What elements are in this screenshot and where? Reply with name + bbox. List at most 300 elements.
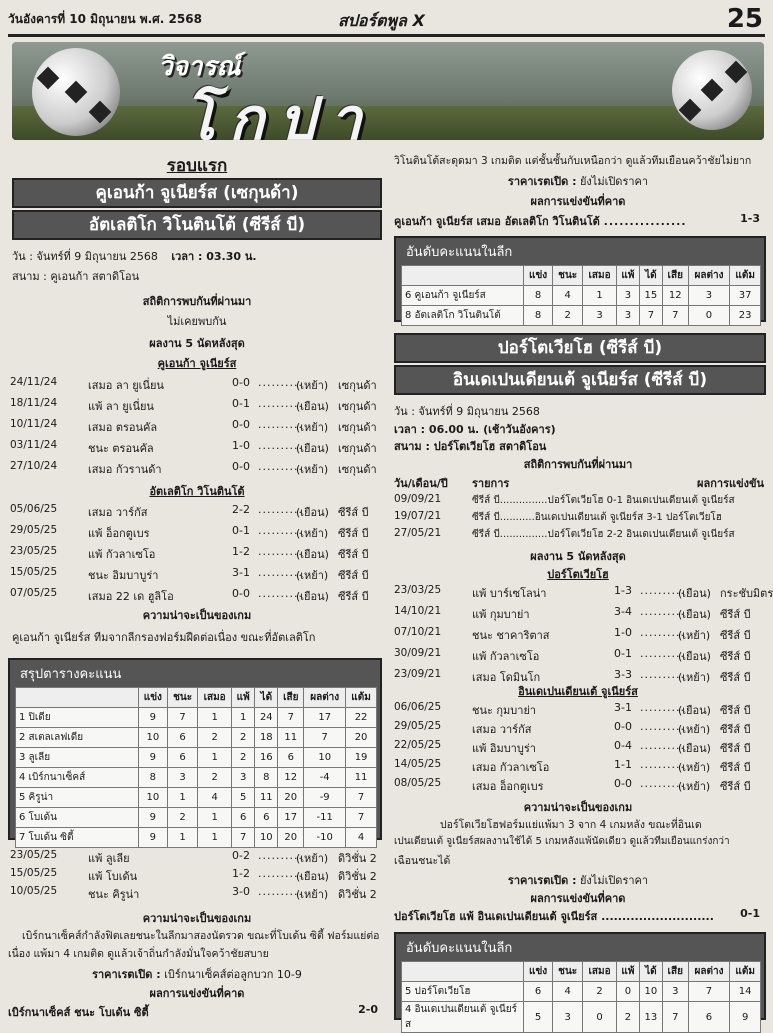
table-cell: 23 bbox=[730, 306, 761, 326]
table-cell: 7 bbox=[346, 788, 377, 808]
match3-analysis-title: ความน่าจะเป็นของเกม bbox=[523, 801, 633, 814]
result-opponent: ชนะ ชาคาริตาส bbox=[472, 629, 550, 642]
match1-prediction bbox=[394, 212, 764, 230]
match3-last5-title: ผลงาน 5 นัดหลังสุด bbox=[530, 550, 626, 563]
result-dots: .......... bbox=[640, 626, 685, 639]
result-venue: (เหย้า) bbox=[678, 780, 711, 793]
result-opponent: เสมอ วาร์กัส bbox=[472, 723, 532, 736]
result-date: 23/03/25 bbox=[394, 584, 442, 596]
result-venue: (เยือน) bbox=[678, 742, 711, 755]
header-team bbox=[402, 962, 524, 982]
table-cell: 12 bbox=[662, 286, 688, 306]
table-cell: 10 bbox=[640, 982, 663, 1002]
result-venue: (เหย้า) bbox=[296, 852, 329, 865]
result-dots: .......... bbox=[258, 460, 303, 473]
result-venue: (เยือน) bbox=[678, 587, 711, 600]
banner-title: โกปา bbox=[184, 85, 376, 140]
table-cell: 6 bbox=[688, 1002, 730, 1033]
result-competition: ซีรีส์ บี bbox=[338, 527, 369, 540]
result-competition: เซกุนด้า bbox=[338, 442, 377, 455]
table-header-cell: เสมอ bbox=[583, 962, 617, 982]
result-dots: .......... bbox=[258, 566, 303, 579]
table-header-cell: เสมอ bbox=[583, 266, 617, 286]
table-cell: 9 bbox=[730, 1002, 761, 1033]
result-opponent: เสมอ กัวลาเซโอ bbox=[472, 761, 550, 774]
table-cell: -11 bbox=[304, 808, 346, 828]
table-header-cell: แต้ม bbox=[730, 962, 761, 982]
table-header-cell: ได้ bbox=[255, 688, 278, 708]
table-cell: 5 bbox=[524, 1002, 553, 1033]
table-cell: -4 bbox=[304, 768, 346, 788]
result-dots: .......... bbox=[258, 545, 303, 558]
table-cell: 37 bbox=[730, 286, 761, 306]
result-competition: ซีรีส์ บี bbox=[720, 671, 751, 684]
result-dots: .......... bbox=[640, 605, 685, 618]
match1-date bbox=[12, 247, 257, 265]
table-cell: 6 bbox=[167, 748, 197, 768]
table-cell: 6 bbox=[255, 808, 278, 828]
result-date: 08/05/25 bbox=[394, 777, 442, 789]
match2-prediction-title: ผลการแข่งขันที่คาด bbox=[149, 987, 245, 1000]
table-header-row bbox=[16, 688, 377, 708]
result-date: 07/10/21 bbox=[394, 626, 442, 638]
result-competition: ซีรีส์ บี bbox=[338, 506, 369, 519]
match1-prediction-score: 1-3 bbox=[740, 212, 760, 225]
table-cell: 10 bbox=[255, 828, 278, 848]
table-row bbox=[402, 982, 761, 1002]
table-cell: 1 bbox=[198, 748, 232, 768]
table-header-cell: ชนะ bbox=[553, 962, 583, 982]
match1-prediction-text: คูเอนก้า จูเนียร์ส เสมอ อัตเลติโก วิโนตินโต้ bbox=[394, 215, 600, 228]
result-opponent: แพ้ อ็อกตูเบร bbox=[88, 527, 150, 540]
result-venue: (เหย้า) bbox=[296, 421, 329, 434]
result-score: 0-1 bbox=[232, 524, 250, 537]
result-competition: ซีรีส์ บี bbox=[720, 780, 751, 793]
result-venue: (เหย้า) bbox=[678, 723, 711, 736]
result-score: 0-0 bbox=[232, 376, 250, 389]
soccer-ball-left-icon bbox=[32, 48, 120, 136]
table-cell: 3 bbox=[232, 768, 255, 788]
result-competition: ซีรีส์ บี bbox=[338, 569, 369, 582]
table-cell: 4 bbox=[553, 286, 583, 306]
result-venue: (เหย้า) bbox=[296, 527, 329, 540]
table-cell: 13 bbox=[640, 1002, 663, 1033]
result-dots: .......... bbox=[258, 418, 303, 431]
table-cell: 15 bbox=[640, 286, 663, 306]
result-date: 03/11/24 bbox=[10, 439, 58, 451]
table-cell: 6 bbox=[278, 748, 304, 768]
match3-league-table-grid bbox=[401, 961, 761, 1033]
table-header-cell: เสีย bbox=[662, 266, 688, 286]
result-competition: เซกุนด้า bbox=[338, 400, 377, 413]
match3-teamA-name: ปอร์โตเวียโฮ bbox=[547, 568, 609, 581]
h2h-date: 19/07/21 bbox=[394, 510, 442, 522]
table-header-cell: แต้ม bbox=[730, 266, 761, 286]
table-cell: 3 bbox=[616, 306, 639, 326]
table-header-cell: แพ้ bbox=[232, 688, 255, 708]
table-cell: 7 bbox=[640, 306, 663, 326]
table-cell: 10 bbox=[138, 728, 167, 748]
result-competition: เซกุนด้า bbox=[338, 421, 377, 434]
result-opponent: แพ้ โบเด้น bbox=[88, 870, 138, 883]
result-score: 0-2 bbox=[232, 849, 250, 862]
result-score: 3-3 bbox=[614, 668, 632, 681]
result-competition: ซีรีส์ บี bbox=[720, 629, 751, 642]
table-cell: 6 bbox=[232, 808, 255, 828]
table-header-cell: เสมอ bbox=[198, 688, 232, 708]
match3-league-table bbox=[394, 932, 766, 1030]
table-team-name: 5 ปอร์โตเวียโฮ bbox=[402, 982, 524, 1002]
result-score: 3-4 bbox=[614, 605, 632, 618]
table-header-cell: แข่ง bbox=[138, 688, 167, 708]
page-number: 25 bbox=[726, 4, 763, 34]
result-opponent: แพ้ กุมบาย่า bbox=[472, 608, 530, 621]
table-cell: 9 bbox=[138, 828, 167, 848]
result-competition: ซีรีส์ บี bbox=[720, 723, 751, 736]
table-header-cell: แข่ง bbox=[524, 266, 553, 286]
match3-venue: สนาม : ปอร์โตเวียโฮ สตาดิโอน bbox=[394, 440, 547, 453]
banner-subtitle: วิจารณ์ bbox=[158, 52, 241, 82]
result-date: 23/09/21 bbox=[394, 668, 442, 680]
table-header-cell: แพ้ bbox=[616, 962, 639, 982]
table-row bbox=[402, 306, 761, 326]
match1-price-label: ราคาเรตเปิด : bbox=[507, 175, 577, 188]
match1-price-value: ยังไม่เปิดราคา bbox=[579, 175, 649, 188]
table-team-name: 1 ปิเดีย bbox=[16, 708, 139, 728]
table-cell: 11 bbox=[346, 768, 377, 788]
result-venue: (เยือน) bbox=[296, 442, 329, 455]
result-dots: .......... bbox=[640, 758, 685, 771]
result-competition: เซกุนด้า bbox=[338, 463, 377, 476]
result-competition: ซีรีส์ บี bbox=[720, 650, 751, 663]
match1-prediction-dots: ................ bbox=[603, 215, 687, 228]
title-banner bbox=[12, 42, 764, 140]
result-dots: .......... bbox=[258, 524, 303, 537]
match1-time: เวลา : 03.30 น. bbox=[171, 250, 257, 263]
table-cell: 10 bbox=[304, 748, 346, 768]
h2h-detail: ซีรีส์ บี...............ปอร์โตเวียโฮ 0-1 อินเดเปนเดียนเต้ จูเนียร์ส bbox=[472, 495, 735, 506]
result-score: 0-0 bbox=[232, 418, 250, 431]
result-dots: .......... bbox=[258, 885, 303, 898]
match1-h2h-title: สถิติการพบกันที่ผ่านมา bbox=[142, 295, 252, 308]
result-date: 14/05/25 bbox=[394, 758, 442, 770]
table-cell: 2 bbox=[198, 768, 232, 788]
table-team-name: 8 อัตเลติโก วิโนตินโต้ bbox=[402, 306, 524, 326]
h2h-date: 27/05/21 bbox=[394, 527, 442, 539]
result-score: 0-0 bbox=[614, 777, 632, 790]
table-cell: -10 bbox=[304, 828, 346, 848]
table-cell: 20 bbox=[278, 828, 304, 848]
table-row bbox=[16, 828, 377, 848]
result-dots: .......... bbox=[258, 376, 303, 389]
table-cell: 20 bbox=[278, 788, 304, 808]
match1-teamA-name: คูเอนก้า จูเนียร์ส bbox=[157, 357, 237, 370]
summary-standings-table bbox=[8, 658, 382, 843]
table-header-cell: แข่ง bbox=[524, 962, 553, 982]
table-team-name: 7 โบเด้น ซิตี้ bbox=[16, 828, 139, 848]
result-venue: (เหย้า) bbox=[678, 671, 711, 684]
table-cell: 1 bbox=[583, 286, 617, 306]
table-cell: 6 bbox=[167, 728, 197, 748]
result-opponent: แพ้ กัวลาเซโอ bbox=[88, 548, 156, 561]
result-dots: .......... bbox=[640, 720, 685, 733]
result-competition: ซีรีส์ บี bbox=[720, 761, 751, 774]
table-cell: 7 bbox=[278, 708, 304, 728]
table-cell: -9 bbox=[304, 788, 346, 808]
result-dots: .......... bbox=[640, 668, 685, 681]
table-cell: 7 bbox=[167, 708, 197, 728]
table-header-cell: ผลต่าง bbox=[304, 688, 346, 708]
match3-analysis-line2: เปนเดียนเต้ จูเนียร์สผลงานใช้ได้ 5 เกมหลังแพ้นัดเดียว ดูแล้วทีมเยือนแกร่งกว่า bbox=[394, 836, 730, 847]
table-cell: 10 bbox=[138, 788, 167, 808]
result-dots: .......... bbox=[258, 503, 303, 516]
result-venue: (เยือน) bbox=[296, 870, 329, 883]
result-opponent: เสมอ ตรอนคัล bbox=[88, 421, 158, 434]
result-dots: .......... bbox=[258, 849, 303, 862]
table-cell: 8 bbox=[255, 768, 278, 788]
result-competition: เซกุนด้า bbox=[338, 379, 377, 392]
table-cell: 17 bbox=[304, 708, 346, 728]
table-cell: 2 bbox=[616, 1002, 639, 1033]
result-score: 2-2 bbox=[232, 503, 250, 516]
match2-analysis-title: ความน่าจะเป็นของเกม bbox=[142, 912, 252, 925]
result-date: 15/05/25 bbox=[10, 566, 58, 578]
table-row bbox=[16, 768, 377, 788]
match3-analysis-line3: เฉือนชนะได้ bbox=[394, 855, 451, 867]
result-opponent: เสมอ 22 เด ฮูลิโอ bbox=[88, 590, 174, 603]
result-venue: (เหย้า) bbox=[296, 888, 329, 901]
result-score: 1-2 bbox=[232, 867, 250, 880]
match1-league-table-title: อันดับคะแนนในลีก bbox=[406, 245, 513, 260]
table-team-name: 2 สเตลเลฟเดีย bbox=[16, 728, 139, 748]
result-dots: .......... bbox=[640, 739, 685, 752]
match3-prediction bbox=[394, 907, 764, 925]
table-cell: 7 bbox=[662, 306, 688, 326]
table-cell: 16 bbox=[255, 748, 278, 768]
result-competition: ซีรีส์ บี bbox=[720, 742, 751, 755]
table-cell: 2 bbox=[583, 982, 617, 1002]
match1-league-table bbox=[394, 236, 766, 322]
match2-prediction-text: เบิร์กนาเซ็คส์ ชนะ โบเด้น ซิตี้ bbox=[8, 1006, 149, 1019]
table-cell: 7 bbox=[662, 1002, 688, 1033]
result-date: 24/11/24 bbox=[10, 376, 58, 388]
match3-analysis-line1: ปอร์โตเวียโฮฟอร์มแย่แพ้มา 3 จาก 4 เกมหลัง ขณะที่อินเด bbox=[440, 819, 702, 831]
page-header bbox=[0, 0, 773, 38]
table-cell: 22 bbox=[346, 708, 377, 728]
table-cell: 8 bbox=[524, 306, 553, 326]
match2-analysis-line1: เบิร์กนาเซ็คส์กำลังฟิตเลยชนะในลีกมาสองนัดรวด ขณะที่โบเด้น ซิตี้ ฟอร์มแย่ต่อ bbox=[22, 930, 380, 942]
match3-away-team: อินเดเปนเดียนเต้ จูเนียร์ส (ซีรีส์ บี) bbox=[394, 365, 766, 395]
result-date: 27/10/24 bbox=[10, 460, 58, 472]
table-cell: 5 bbox=[232, 788, 255, 808]
header-team bbox=[16, 688, 139, 708]
table-header-cell: ได้ bbox=[640, 266, 663, 286]
table-cell: 19 bbox=[346, 748, 377, 768]
table-team-name: 3 ลูเลีย bbox=[16, 748, 139, 768]
result-score: 0-1 bbox=[614, 647, 632, 660]
table-cell: 4 bbox=[553, 982, 583, 1002]
table-cell: 9 bbox=[138, 748, 167, 768]
table-team-name: 5 คิรูน่า bbox=[16, 788, 139, 808]
match3-time: เวลา : 06.00 น. (เช้าวันอังคาร) bbox=[394, 423, 556, 436]
result-score: 3-1 bbox=[614, 701, 632, 714]
table-cell: 1 bbox=[198, 708, 232, 728]
table-cell: 12 bbox=[278, 768, 304, 788]
h2h-detail: ซีรีส์ บี...........อินเดเปนเดียนเต้ จูเนียร์ส 3-1 ปอร์โตเวียโฮ bbox=[472, 512, 722, 523]
result-score: 1-0 bbox=[614, 626, 632, 639]
table-header-row bbox=[402, 266, 761, 286]
table-cell: 8 bbox=[138, 768, 167, 788]
match1-home-team: คูเอนก้า จูเนียร์ส (เซกุนด้า) bbox=[12, 178, 382, 208]
match1-league-table-grid bbox=[401, 265, 761, 326]
table-row bbox=[402, 1002, 761, 1033]
result-venue: (เยือน) bbox=[678, 650, 711, 663]
match1-analysis-text: คูเอนก้า จูเนียร์ส ทีมจากลีกรองฟอร์มฝืดต่อเนื่อง ขณะที่อัตเลติโก bbox=[12, 631, 316, 644]
result-opponent: แพ้ กัวลาเซโอ bbox=[472, 650, 540, 663]
result-venue: (เหย้า) bbox=[678, 629, 711, 642]
result-dots: .......... bbox=[640, 647, 685, 660]
table-cell: 20 bbox=[346, 728, 377, 748]
match1-last5-title: ผลงาน 5 นัดหลังสุด bbox=[149, 337, 245, 350]
result-opponent: เสมอ ลา ยูเนี่ยน bbox=[88, 379, 164, 392]
result-date: 18/11/24 bbox=[10, 397, 58, 409]
match2-price-label: ราคาเรตเปิด : bbox=[92, 968, 161, 981]
result-dots: .......... bbox=[258, 397, 303, 410]
table-cell: 3 bbox=[662, 982, 688, 1002]
result-score: 3-0 bbox=[232, 885, 250, 898]
table-cell: 7 bbox=[232, 828, 255, 848]
table-row bbox=[16, 728, 377, 748]
result-date: 06/06/25 bbox=[394, 701, 442, 713]
match3-league-table-title: อันดับคะแนนในลีก bbox=[406, 941, 513, 956]
result-date: 22/05/25 bbox=[394, 739, 442, 751]
match1-date-text: วัน : จันทร์ที่ 9 มิถุนายน 2568 bbox=[12, 250, 158, 263]
summary-table-grid bbox=[15, 687, 377, 848]
match3-prediction-dots: ........................... bbox=[601, 910, 714, 923]
h2h-col-event: รายการ bbox=[472, 477, 510, 490]
table-header-cell: เสีย bbox=[278, 688, 304, 708]
table-cell: 4 bbox=[198, 788, 232, 808]
table-cell: 7 bbox=[304, 728, 346, 748]
table-cell: 2 bbox=[198, 728, 232, 748]
result-opponent: เสมอ กัวรานด้า bbox=[88, 463, 162, 476]
match1-venue: สนาม : คูเอนก้า สตาดิโอน bbox=[12, 270, 140, 283]
table-cell: 0 bbox=[688, 306, 730, 326]
result-competition: ดิวิชั่น 2 bbox=[338, 888, 377, 901]
header-rule bbox=[8, 34, 765, 37]
result-opponent: ชนะ อิมบาบูร่า bbox=[88, 569, 159, 582]
result-competition: ดิวิชั่น 2 bbox=[338, 852, 377, 865]
result-opponent: ชนะ ตรอนคัล bbox=[88, 442, 154, 455]
summary-table-title: สรุปตารางคะแนน bbox=[20, 667, 122, 682]
result-date: 10/05/25 bbox=[10, 885, 58, 897]
table-cell: 1 bbox=[167, 828, 197, 848]
table-row bbox=[16, 788, 377, 808]
table-cell: 11 bbox=[255, 788, 278, 808]
result-date: 15/05/25 bbox=[10, 867, 58, 879]
h2h-date: 09/09/21 bbox=[394, 493, 442, 505]
match1-teamB-name: อัตเลติโก วิโนตินโต้ bbox=[149, 485, 245, 498]
table-cell: 3 bbox=[583, 306, 617, 326]
match3-price-label: ราคาเรตเปิด : bbox=[507, 874, 577, 887]
result-venue: (เยือน) bbox=[678, 608, 711, 621]
match1-analysis-title: ความน่าจะเป็นของเกม bbox=[142, 609, 252, 622]
match1-prediction-title: ผลการแข่งขันที่คาด bbox=[530, 195, 626, 208]
result-score: 0-1 bbox=[232, 397, 250, 410]
match3-h2h-header bbox=[394, 474, 764, 492]
table-cell: 9 bbox=[138, 708, 167, 728]
table-cell: 2 bbox=[232, 728, 255, 748]
table-cell: 1 bbox=[167, 788, 197, 808]
result-venue: (เยือน) bbox=[296, 548, 329, 561]
h2h-col-result: ผลการแข่งขัน bbox=[697, 477, 764, 490]
result-date: 14/10/21 bbox=[394, 605, 442, 617]
match2-price-value: เบิร์กนาเซ็คส์ต่อลูกบวก 10-9 bbox=[164, 968, 302, 981]
result-venue: (เหย้า) bbox=[678, 761, 711, 774]
table-team-name: 6 คูเอนก้า จูเนียร์ส bbox=[402, 286, 524, 306]
publication-logo: สปอร์ตพูล X bbox=[338, 11, 425, 30]
result-venue: (เหย้า) bbox=[296, 463, 329, 476]
table-cell: 6 bbox=[524, 982, 553, 1002]
result-competition: ซีรีส์ บี bbox=[338, 548, 369, 561]
result-dots: .......... bbox=[640, 777, 685, 790]
result-score: 1-3 bbox=[614, 584, 632, 597]
match3-prediction-title: ผลการแข่งขันที่คาด bbox=[530, 892, 626, 905]
table-cell: 3 bbox=[553, 1002, 583, 1033]
table-header-cell: ชนะ bbox=[553, 266, 583, 286]
table-cell: 1 bbox=[198, 808, 232, 828]
result-opponent: ชนะ กุมบาย่า bbox=[472, 704, 537, 717]
result-dots: .......... bbox=[258, 587, 303, 600]
result-dots: .......... bbox=[258, 867, 303, 880]
table-cell: 2 bbox=[553, 306, 583, 326]
result-opponent: แพ้ บาร์เซโลน่า bbox=[472, 587, 547, 600]
result-opponent: แพ้ ลา ยูเนี่ยน bbox=[88, 400, 154, 413]
result-score: 0-0 bbox=[232, 587, 250, 600]
table-cell: 14 bbox=[730, 982, 761, 1002]
result-date: 10/11/24 bbox=[10, 418, 58, 430]
result-venue: (เหย้า) bbox=[296, 379, 329, 392]
match1-h2h-text: ไม่เคยพบกัน bbox=[167, 315, 227, 328]
table-cell: 7 bbox=[346, 808, 377, 828]
table-cell: 3 bbox=[616, 286, 639, 306]
result-date: 05/06/25 bbox=[10, 503, 58, 515]
result-score: 1-1 bbox=[614, 758, 632, 771]
table-cell: 4 bbox=[346, 828, 377, 848]
table-cell: 1 bbox=[232, 708, 255, 728]
table-cell: 3 bbox=[688, 286, 730, 306]
result-date: 23/05/25 bbox=[10, 545, 58, 557]
result-competition: ซีรีส์ บี bbox=[338, 590, 369, 603]
result-competition: ดิวิชั่น 2 bbox=[338, 870, 377, 883]
table-cell: 18 bbox=[255, 728, 278, 748]
table-row bbox=[16, 748, 377, 768]
match3-teamB-name: อินเดเปนเดียนเต้ จูเนียร์ส bbox=[518, 685, 638, 698]
match2-prediction-score: 2-0 bbox=[358, 1003, 378, 1016]
table-header-cell: ผลต่าง bbox=[688, 266, 730, 286]
table-cell: 24 bbox=[255, 708, 278, 728]
table-cell: 7 bbox=[688, 982, 730, 1002]
result-date: 29/05/25 bbox=[10, 524, 58, 536]
table-header-cell: ผลต่าง bbox=[688, 962, 730, 982]
result-competition: ซีรีส์ บี bbox=[720, 704, 751, 717]
result-score: 1-0 bbox=[232, 439, 250, 452]
table-cell: 9 bbox=[138, 808, 167, 828]
result-opponent: ชนะ คิรูน่า bbox=[88, 888, 140, 901]
match3-price-value: ยังไม่เปิดราคา bbox=[579, 874, 649, 887]
result-opponent: เสมอ อ็อกตูเบร bbox=[472, 780, 544, 793]
result-date: 29/05/25 bbox=[394, 720, 442, 732]
